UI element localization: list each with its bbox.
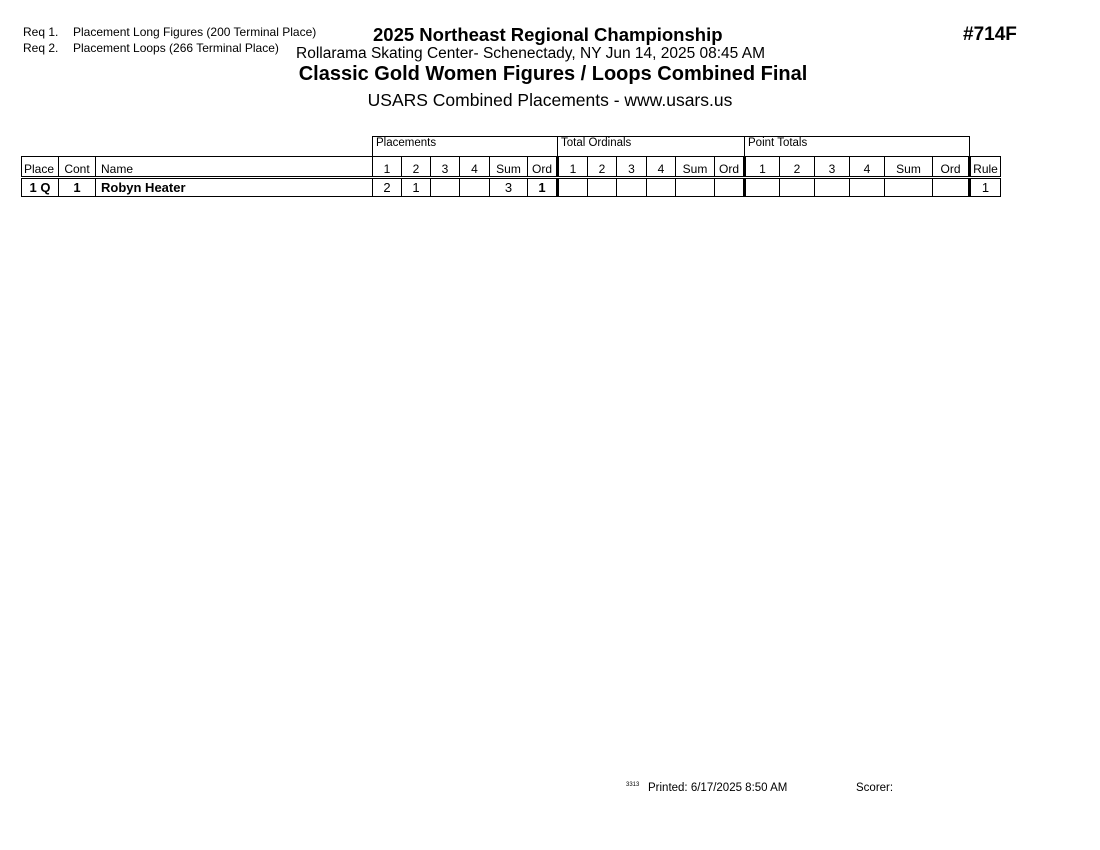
cell-ordinal-ord — [715, 178, 745, 197]
requirement-number: Req 2. — [23, 41, 59, 55]
cell-placement-1: 2 — [373, 178, 402, 197]
col-placement-3: 3 — [431, 157, 460, 178]
column-header-row — [22, 157, 1001, 178]
requirement-2 — [23, 41, 279, 55]
table-row — [22, 178, 1001, 197]
cell-ordinal-1 — [558, 178, 588, 197]
col-rule: Rule — [970, 157, 1001, 178]
col-placement-ord: Ord — [528, 157, 558, 178]
col-points-1: 1 — [745, 157, 780, 178]
requirement-text: Placement Loops (266 Terminal Place) — [73, 41, 279, 55]
group-header-row — [22, 137, 1001, 157]
event-number: #714F — [963, 24, 1017, 45]
col-ordinal-1: 1 — [558, 157, 588, 178]
col-points-4: 4 — [850, 157, 885, 178]
printed-timestamp: Printed: 6/17/2025 8:50 AM — [648, 782, 788, 794]
subtitle: USARS Combined Placements - www.usars.us — [367, 90, 733, 110]
col-ordinal-3: 3 — [617, 157, 647, 178]
event-title: Classic Gold Women Figures / Loops Combined Final — [298, 63, 808, 85]
results-table — [21, 136, 1001, 197]
cell-name: Robyn Heater — [96, 178, 373, 197]
col-place: Place — [22, 157, 59, 178]
col-ordinal-sum: Sum — [676, 157, 715, 178]
col-points-3: 3 — [815, 157, 850, 178]
col-name: Name — [96, 157, 373, 178]
group-total-ordinals: Total Ordinals — [558, 137, 745, 157]
championship-title: 2025 Northeast Regional Championship — [373, 24, 723, 45]
col-ordinal-ord: Ord — [715, 157, 745, 178]
col-points-2: 2 — [780, 157, 815, 178]
col-ordinal-4: 4 — [647, 157, 676, 178]
cell-placement-sum: 3 — [490, 178, 528, 197]
cell-points-4 — [850, 178, 885, 197]
col-placement-1: 1 — [373, 157, 402, 178]
cell-cont: 1 — [59, 178, 96, 197]
cell-points-sum — [885, 178, 933, 197]
col-ordinal-2: 2 — [588, 157, 617, 178]
cell-points-3 — [815, 178, 850, 197]
col-placement-2: 2 — [402, 157, 431, 178]
cell-placement-ord: 1 — [528, 178, 558, 197]
cell-ordinal-2 — [588, 178, 617, 197]
cell-placement-2: 1 — [402, 178, 431, 197]
col-placement-4: 4 — [460, 157, 490, 178]
col-points-ord: Ord — [933, 157, 970, 178]
requirement-number: Req 1. — [23, 25, 59, 39]
cell-ordinal-3 — [617, 178, 647, 197]
footer-code: 3313 — [626, 782, 640, 788]
cell-placement-3 — [431, 178, 460, 197]
cell-points-1 — [745, 178, 780, 197]
cell-rule: 1 — [970, 178, 1001, 197]
cell-place: 1 Q — [22, 178, 59, 197]
group-point-totals: Point Totals — [745, 137, 970, 157]
col-cont: Cont — [59, 157, 96, 178]
cell-points-ord — [933, 178, 970, 197]
scorer-label: Scorer: — [856, 782, 894, 794]
cell-points-2 — [780, 178, 815, 197]
col-points-sum: Sum — [885, 157, 933, 178]
cell-ordinal-4 — [647, 178, 676, 197]
requirement-text: Placement Long Figures (200 Terminal Place) — [73, 25, 317, 39]
cell-placement-4 — [460, 178, 490, 197]
cell-ordinal-sum — [676, 178, 715, 197]
requirement-1 — [23, 25, 316, 39]
group-placements: Placements — [373, 137, 558, 157]
col-placement-sum: Sum — [490, 157, 528, 178]
venue-date: Rollarama Skating Center- Schenectady, NY Jun 14, 2025 08:45 AM — [296, 45, 766, 62]
